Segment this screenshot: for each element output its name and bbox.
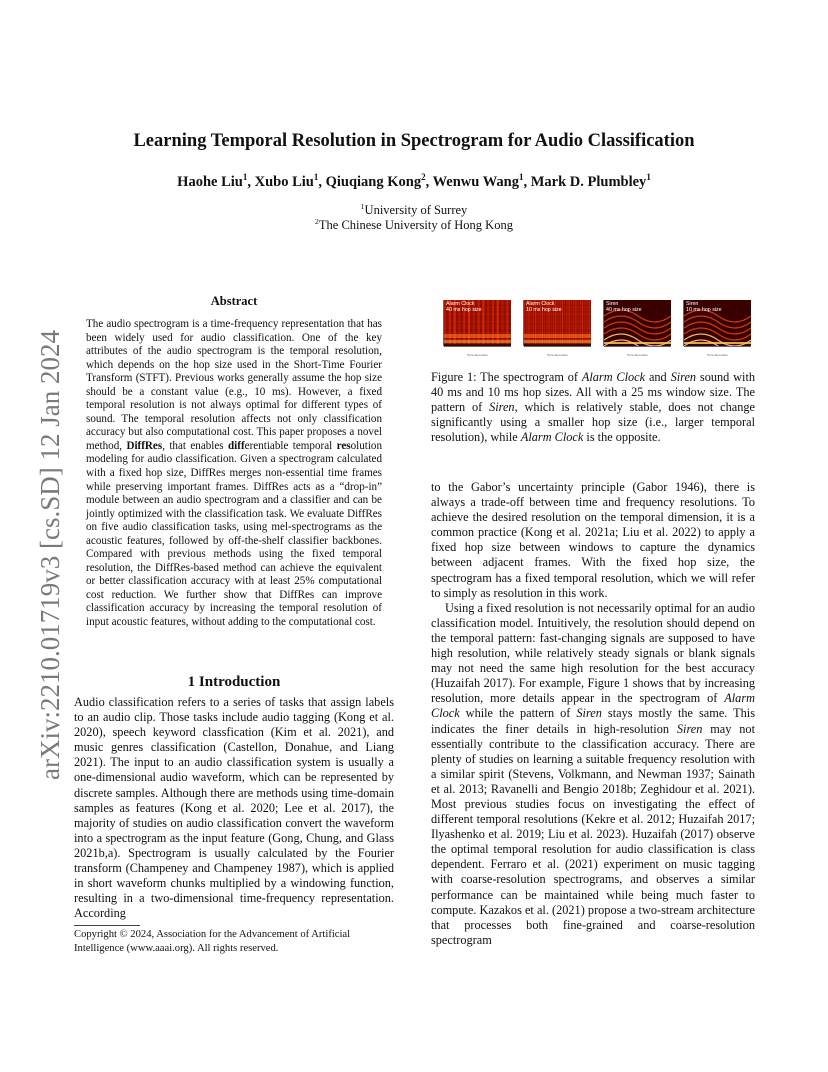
y-axis <box>517 300 524 346</box>
author-name: Qiuqiang Kong$^2$ <box>325 172 426 190</box>
abstract-heading: Abstract <box>210 294 258 308</box>
y-axis <box>677 300 684 346</box>
x-axis <box>524 346 591 351</box>
abstract-body: The audio spectrogram is a time-frequency representation that has been widely used for audio classification. One of the key attributes of the audio spectrogram is the temporal resolution, which depends on the hop size used in the Short-Time Fourier Transform (STFT). Previous works generally assume the hop size should be a constant value (e.g., 10 ms). However, a fixed temporal resolution is not always optimal for different types of sound. The temporal resolution affects not only classification accuracy but also computational cost. This paper proposes a novel method, DiffRes, that enables differentiable temporal resolution modeling for audio classification. Given a spectrogram calculated with a fixed hop size, DiffRes merges non-essential time frames while preserving important frames. DiffRes acts as a “drop-in” module between an audio spectrogram and a classifier and can be jointly optimized with the classification task. We evaluate DiffRes on five audio classification tasks, using mel-spectrograms as the acoustic features, followed by off-the-shelf classifier backbones. Compared with previous methods using the fixed temporal resolution, the DiffRes-based method can achieve the equivalent or better classification accuracy with at least 25% computational cost reduction. We further show that DiffRes can improve classification accuracy by increasing the temporal resolution of input acoustic features, without adding to the computational cost. <box>86 318 382 629</box>
panel-label: Alarm Clock 10 ms hop size <box>526 301 562 313</box>
spectrogram-panel <box>597 296 673 357</box>
author-name: Haohe Liu$^1$ <box>177 172 248 190</box>
spectrogram-panel <box>437 296 513 357</box>
arxiv-stamp: arXiv:2210.01719v3 [cs.SD] 12 Jan 2024 <box>34 330 65 780</box>
panel-label: Siren 10 ms hop size <box>686 301 722 313</box>
y-axis <box>597 300 604 346</box>
paragraph: Using a fixed resolution is not necessarily optimal for an audio classification model. Intuitively, the resolution should depend on the temporal pattern: fast-changing signals are supposed to have high resolution, while relatively steady signals or blank signals may not need the same high resolution for the best accuracy (Huzaifah 2017). For example, Figure 1 shows that by increasing resolution, more details appear in the spectrogram of Alarm Clock while the pattern of Siren stays mostly the same. This indicates the finer details in high-resolution Siren may not essentially contribute to the classification accuracy. There are plenty of studies on learning a suitable frequency resolution with a similar spirit (Stevens, Volkmann, and Newman 1937; Sainath et al. 2013; Ravanelli and Bengio 2018b; Zeghidour et al. 2021). Most previous studies focus on investigating the effect of different temporal resolutions (Kekre et al. 2012; Huzaifah 2017; Ilyashenko et al. 2019; Liu et al. 2023). Huzaifah (2017) observe the optimal temporal resolution for audio classification is class dependent. Ferraro et al. (2021) experiment on music tagging with coarse-resolution spectrograms, and observes a similar performance can be maintained while being much faster to compute. Kazakos et al. (2021) propose a two-stream architecture that processes both fine-grained and coarse-resolution spectrogram <box>431 600 755 947</box>
x-axis <box>604 346 671 351</box>
x-axis-label: Time dimension <box>546 353 569 357</box>
panel-label: Siren 40 ms hop size <box>606 301 642 313</box>
x-axis <box>444 346 511 351</box>
x-axis-label: Time dimension <box>706 353 729 357</box>
spectrogram-panel <box>517 296 593 357</box>
figure-1 <box>437 296 757 362</box>
spectrogram-panel <box>677 296 753 357</box>
x-axis-label: Time dimension <box>626 353 649 357</box>
copyright-footnote: Copyright © 2024, Association for the Advancement of Artificial Intelligence (www.aaai.org). All rights reserved. <box>74 929 351 954</box>
footnote-rule <box>74 925 140 926</box>
paper-title: Learning Temporal Resolution in Spectrogram for Audio Classification <box>133 131 695 151</box>
intro-right-column <box>431 480 755 948</box>
author-name: Xubo Liu$^1$ <box>254 172 319 190</box>
affiliation-1: $^1$University of Surrey <box>360 201 468 217</box>
author-list: Haohe Liu$^1$, Xubo Liu$^1$, Qiuqiang Kong$^2$, Wenwu Wang$^1$, Mark D. Plumbley$^1$ <box>177 172 651 190</box>
x-axis <box>684 346 751 351</box>
y-axis <box>437 300 444 346</box>
author-name: Wenwu Wang$^1$ <box>432 172 524 190</box>
figure-1-caption: Figure 1: The spectrogram of Alarm Clock and Siren sound with 40 ms and 10 ms hop sizes. All with a 25 ms window size. The pattern of Siren, which is relatively stable, does not change significantly using a smaller hop size (i.e., larger temporal resolution), while Alarm Clock is the opposite. <box>431 370 756 445</box>
paragraph: to the Gabor’s uncertainty principle (Gabor 1946), there is always a trade-off between time and frequency resolutions. To achieve the desired resolution on the temporal dimension, it is a common practice (Kong et al. 2021a; Liu et al. 2022) to apply a fixed hop size between windows to capture the dynamics between adjacent frames. With the fixed hop size, the spectrogram has a fixed temporal resolution, which we will refer to simply as resolution in this work. <box>431 480 755 600</box>
panel-label: Alarm Clock 40 ms hop size <box>446 301 482 313</box>
intro-paragraph: Audio classification refers to a series of tasks that assign labels to an audio clip. Those tasks include audio tagging (Kong et al. 2020), speech keyword classfication (Kim et al. 2021), and music genres classification (Castellon, Donahue, and Liang 2021). The input to an audio classification system is usually a one-dimensional audio waveform, which can be represented by discrete samples. Although there are methods using time-domain samples as features (Kong et al. 2020; Lee et al. 2017), the majority of studies on audio classification convert the waveform into a spectrogram as the input feature (Gong, Chung, and Glass 2021b,a). Spectrogram is usually calculated by the Fourier transform (Champeney and Champeney 1987), which is applied in short waveform chunks multiplied by a windowing function, resulting in a two-dimensional time-frequency representation. According <box>74 695 394 921</box>
section-heading-introduction: 1 Introduction <box>187 674 281 690</box>
affiliation-2: $^2$The Chinese University of Hong Kong <box>315 216 513 232</box>
x-axis-label: Time dimension <box>466 353 489 357</box>
author-name: Mark D. Plumbley$^1$ <box>530 172 651 190</box>
